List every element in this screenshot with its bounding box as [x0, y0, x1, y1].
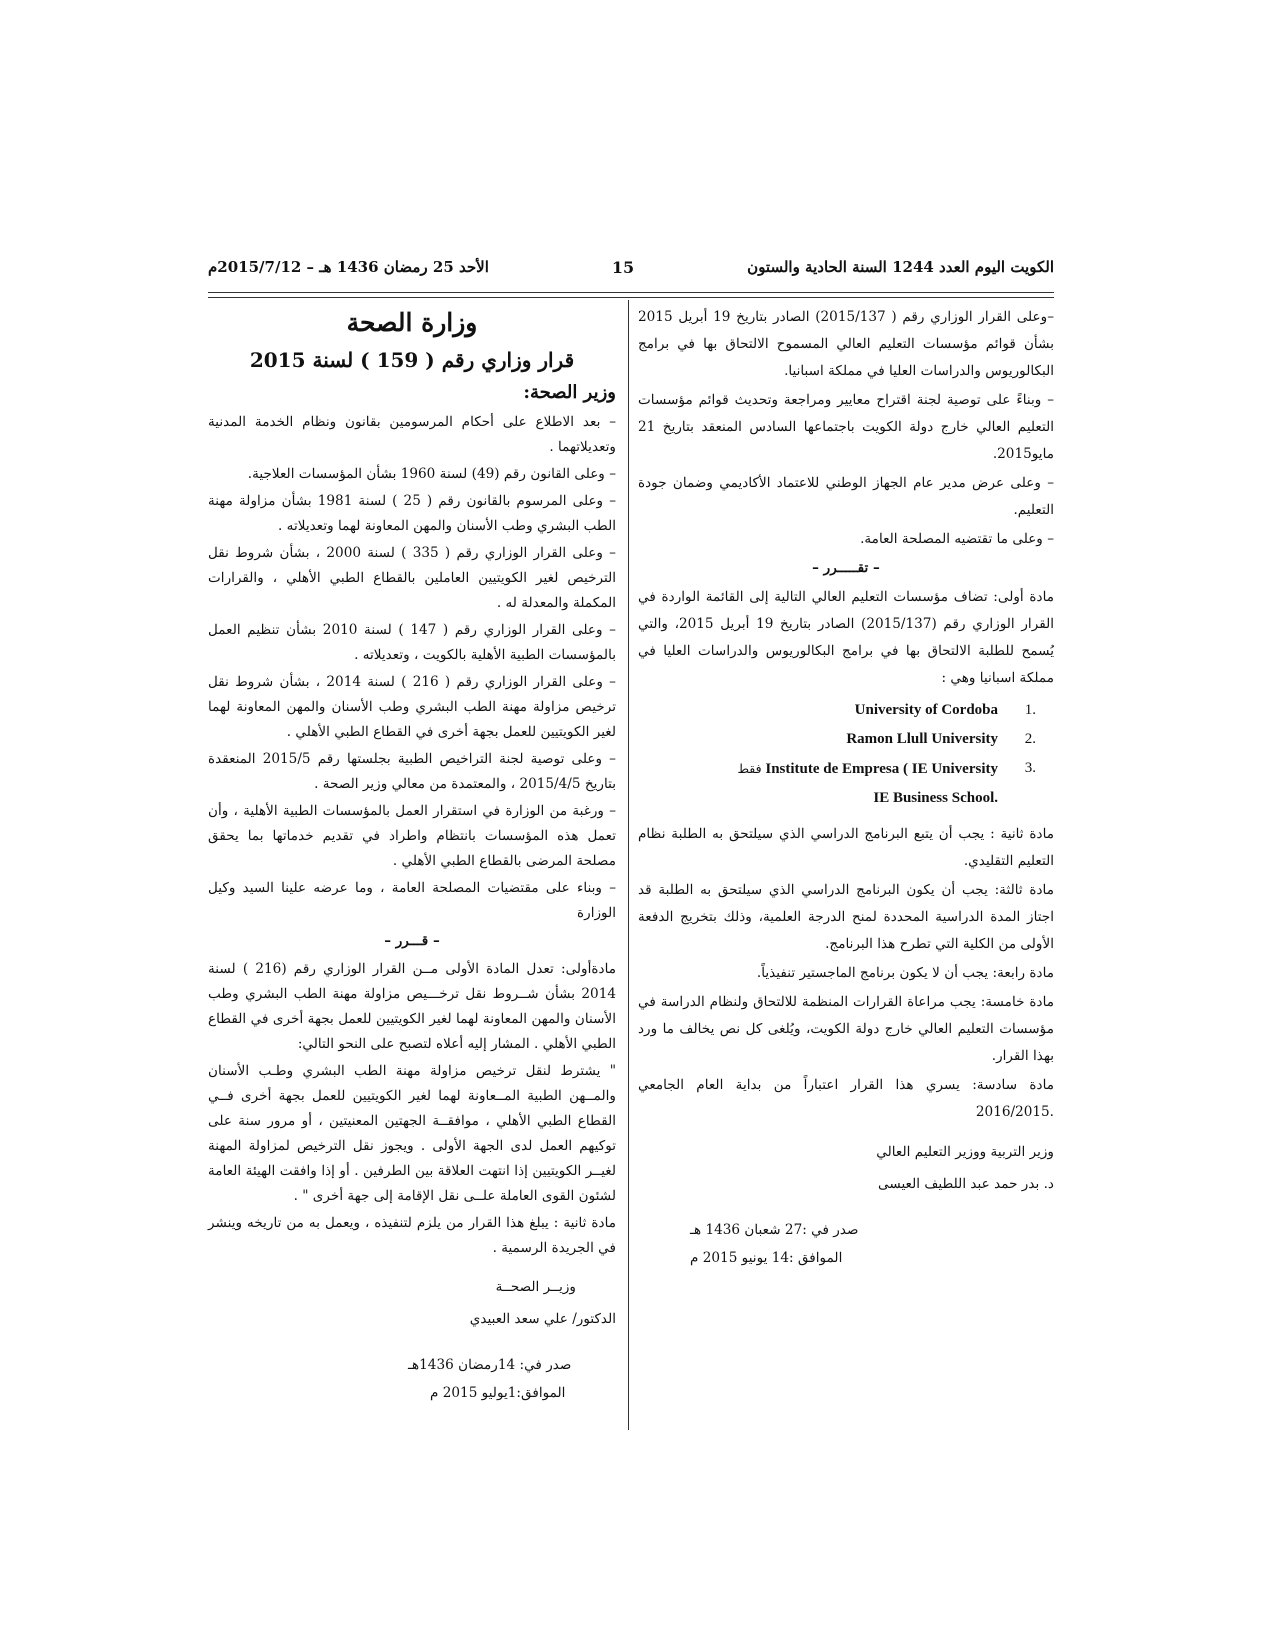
- preamble-paragraph: – وعلى القرار الوزاري رقم ( 216 ) لسنة 2014 ، بشأن شروط نقل ترخيص مزاولة مهنة الطب البشري وطب الأسنان والمهن المعاونة لهما لغير الكويتيين للعمل بجهة أخرى في القطاع الطبي الأهلي .: [208, 674, 616, 740]
- preamble-paragraph: – وعلى القرار الوزاري رقم ( 147 ) لسنة 2010 بشأن تنظيم العمل بالمؤسسات الطبية الأهلية بالكويت ، وتعديلاته .: [208, 622, 616, 663]
- preamble-paragraph: – وعلى المرسوم بالقانون رقم ( 25 ) لسنة 1981 بشأن مزاولة مهنة الطب البشري وطب الأسنان والمهن المعاونة لهما وتعديلاته .: [208, 493, 616, 534]
- decides-heading: – قـــرر –: [384, 933, 440, 949]
- article-six: مادة سادسة: يسري هذا القرار اعتباراً من بداية العام الجامعي .2016/2015: [638, 1077, 1054, 1120]
- ministry-title: وزارة الصحة: [346, 308, 478, 337]
- decree-title: قرار وزاري رقم ( 159 ) لسنة 2015: [249, 348, 575, 372]
- signature-block: [638, 1136, 1054, 1200]
- issue-dates: [638, 1216, 1054, 1272]
- item-number: 2.: [1024, 731, 1036, 747]
- article-one: مادةأولى: تعدل المادة الأولى مــن القرار الوزاري رقم (216 ) لسنة 2014 بشأن شــروط نقل ترخـــيص مزاولة مهنة الطب البشري وطب الأسنان والمهن المعاونة لهما لغير الكويتيين للعمل بجهة أخرى في القطاع الطبي الأهلي . المشار إليه أعلاه لتصبح على النحو التالي:: [208, 961, 616, 1052]
- header-rule-bottom: [208, 297, 1054, 298]
- institution-item: [638, 754, 1054, 784]
- corresponding-date: الموافق :14 يونيو 2015 م: [690, 1250, 843, 1266]
- signatory-title: وزيــر الصحــة: [495, 1279, 576, 1295]
- preamble-paragraph: –وعلى القرار الوزاري رقم ( 2015/137) الصادر بتاريخ 19 أبريل 2015 بشأن قوائم مؤسسات التعليم العالي المسموح الالتحاق بها في برامج البكالوريوس والدراسات العليا في مملكة اسبانيا.: [638, 309, 1055, 379]
- issue-info: الكويت اليوم العدد 1244 السنة الحادية والستون: [747, 258, 1054, 276]
- institution-continuation: IE Business School.: [873, 790, 998, 806]
- decides-heading: – تقـــــرر –: [812, 560, 880, 576]
- preamble-paragraph: – وبناء على مقتضيات المصلحة العامة ، وما عرضه علينا السيد وكيل الوزارة: [208, 880, 616, 921]
- signatory-title: وزير التربية ووزير التعليم العالي: [876, 1144, 1054, 1160]
- institution-list: [638, 696, 1054, 813]
- issued-date: صدر في: 14رمضان 1436هـ: [408, 1357, 572, 1373]
- preamble-paragraph: – وعلى القرار الوزاري رقم ( 335 ) لسنة 2000 ، بشأن شروط نقل الترخيص لغير الكويتيين العاملين بالقطاع الطبي الأهلي ، والقرارات المكملة والمعدلة له .: [208, 545, 616, 611]
- article-two: مادة ثانية : يبلغ هذا القرار من يلزم لتنفيذه ، ويعمل به من تاريخه وينشر في الجريدة الرسمية .: [208, 1215, 616, 1256]
- article-three: مادة ثالثة: يجب أن يكون البرنامج الدراسي الذي سيلتحق به الطلبة قد اجتاز المدة الدراسية المحددة لمنح الدرجة العلمية، وذلك بتخريج الدفعة الأولى من الكلية التي تطرح هذا البرنامج.: [638, 882, 1054, 952]
- preamble-paragraph: – ورغبة من الوزارة في استقرار العمل بالمؤسسات الطبية الأهلية ، وأن تعمل هذه المؤسسات بانتظام واطراد في تقديم خدماتها بما يحقق مصلحة المرضى بالقطاع الطبي الأهلي .: [208, 803, 616, 869]
- article-four: مادة رابعة: يجب أن لا يكون برنامج الماجستير تنفيذياً.: [756, 965, 1054, 981]
- corresponding-date: الموافق:1يوليو 2015 م: [430, 1385, 566, 1401]
- right-column: [638, 304, 1054, 1272]
- institution-item: [638, 725, 1054, 754]
- preamble-paragraph: – وعلى ما تقتضيه المصلحة العامة.: [860, 531, 1054, 547]
- issued-date: صدر في :27 شعبان 1436 هـ: [690, 1222, 859, 1238]
- quoted-amendment: " يشترط لنقل ترخيص مزاولة مهنة الطب البشري وطـب الأسنان والمــهن الطبية المــعاونة لهما لغير الكويتيين للعمل بجهة أخرى فــي القطاع الطبي الأهلي ، موافقــة الجهتين المعنيتين ، أو مرور سنة على توكيهم العمل لدى الجهة الأولى . ويجوز نقل الترخيص لمزاولة المهنة لغيــر الكويتيين إذا انتهت العلاقة بين الطرفين . أو إذا وافقت الهيئة العامة لشئون القوى العاملة علــى نقل الإقامة إلى جهة أخرى " .: [208, 1063, 616, 1204]
- header-rule-top: [208, 292, 1054, 293]
- issue-date: الأحد 25 رمضان 1436 هـ – 2015/7/12م: [208, 258, 489, 276]
- issue-dates: [208, 1351, 616, 1407]
- institution-name: Institute de Empresa ( IE University: [765, 761, 998, 777]
- item-number: 3.: [1024, 760, 1036, 776]
- preamble-paragraph: – وعلى القانون رقم (49) لسنة 1960 بشأن المؤسسات العلاجية.: [247, 466, 616, 482]
- institution-item: [638, 696, 1054, 725]
- preamble-paragraph: – وبناءً على توصية لجنة اقتراح معايير ومراجعة وتحديث قوائم مؤسسات التعليم العالي خارج دولة الكويت باجتماعها السادس المنعقد بتاريخ 21 مايو2015.: [638, 392, 1054, 462]
- signatory-name: د. بدر حمد عبد اللطيف العيسى: [878, 1176, 1054, 1192]
- institution-note: فقط: [737, 761, 762, 776]
- institution-name: University of Cordoba: [854, 702, 998, 718]
- preamble-paragraph: – وعلى توصية لجنة التراخيص الطبية بجلستها رقم 2015/5 المنعقدة بتاريخ 2015/4/5 ، والمعتمدة من معالي وزير الصحة .: [208, 751, 616, 792]
- column-divider: [628, 300, 629, 1430]
- preamble-list: [208, 410, 616, 926]
- signatory-name: الدكتور/ علي سعد العبيدي: [469, 1311, 616, 1327]
- article-five: مادة خامسة: يجب مراعاة القرارات المنظمة للالتحاق ولنظام الدراسة في مؤسسات التعليم العالي خارج دولة الكويت، ويُلغى كل نص يخالف ما ورد بهذا القرار.: [638, 994, 1054, 1064]
- minister-heading: وزير الصحة:: [523, 382, 616, 403]
- article-two: مادة ثانية : يجب أن يتبع البرنامج الدراسي الذي سيلتحق به الطلبة نظام التعليم التقليدي.: [638, 826, 1054, 869]
- preamble-paragraph: – بعد الاطلاع على أحكام المرسومين بقانون ونظام الخدمة المدنية وتعديلاتهما .: [208, 414, 616, 455]
- article-one: مادة أولى: تضاف مؤسسات التعليم العالي التالية إلى القائمة الواردة في القرار الوزاري رقم (2015/137) الصادر بتاريخ 19 أبريل 2015، والتي يُسمح للطلبة الالتحاق بها في برامج البكالوريوس والدراسات العليا في مملكة اسبانيا وهي :: [638, 589, 1055, 686]
- institution-name: Ramon Llull University: [846, 731, 998, 747]
- preamble-paragraph: – وعلى عرض مدير عام الجهاز الوطني للاعتماد الأكاديمي وضمان جودة التعليم.: [638, 475, 1054, 518]
- signature-block: [208, 1271, 616, 1335]
- item-number: 1.: [1024, 702, 1036, 718]
- left-column: [208, 304, 616, 1407]
- page-number: 15: [611, 258, 635, 277]
- page-header: [208, 258, 1054, 288]
